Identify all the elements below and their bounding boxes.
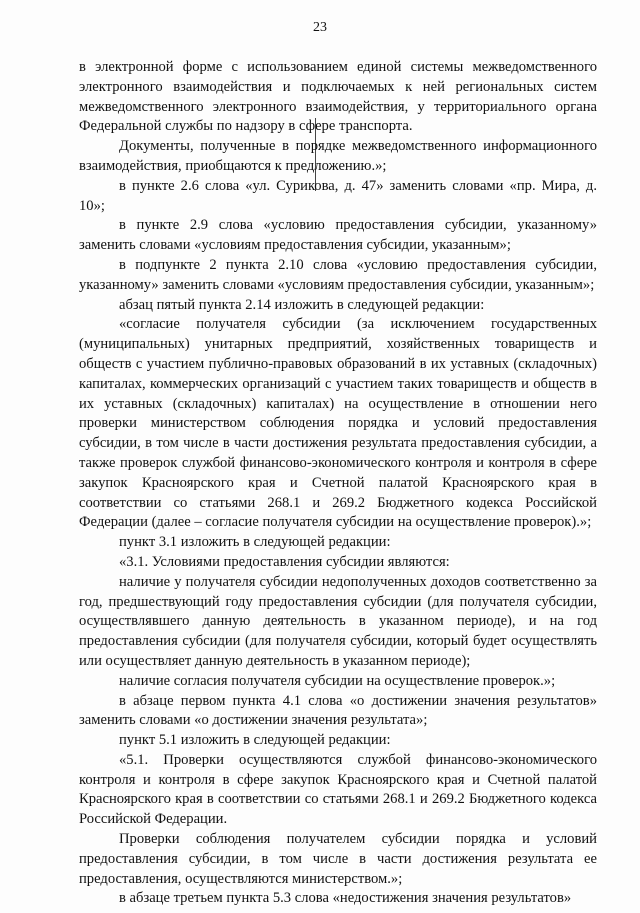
document-body — [79, 58, 597, 909]
paragraph: в абзаце третьем пункта 5.3 слова «недостижения значения результатов» — [119, 890, 572, 907]
paragraph: пункт 3.1 изложить в следующей редакции: — [119, 534, 391, 551]
paragraph: абзац пятый пункта 2.14 изложить в следующей редакции: — [119, 296, 485, 313]
paragraph: в электронной форме с использованием единой системы межведомственного электронного взаимодействия и подключаемых к ней региональных систем межведомственного электронного взаимодействия, у территориального органа Федеральной службы по надзору в сфере транспорта. — [79, 59, 597, 135]
paragraph: наличие согласия получателя субсидии на осуществление проверок.»; — [119, 672, 556, 689]
paragraph: в подпункте 2 пункта 2.10 слова «условию предоставления субсидии, указанному» заменить словами «условиям предоставления субсидии, указанным»; — [79, 256, 597, 293]
paragraph: «согласие получателя субсидии (за исключением государственных (муниципальных) унитарных предприятий, хозяйственных товариществ и обществ с участием публично-правовых образований в их уставных (складочных) капиталах, коммерческих организаций с участием таких товариществ и обществ в их уставных (складочных) капиталах) на осуществление в отношении него проверки министерством соблюдения порядка и условий предоставления субсидии, в том числе в части достижения результата предоставления субсидии, а также проверок службой финансово-экономического контроля и контроля в сфере закупок Красноярского края и Счетной палатой Красноярского края в соответствии со статьями 268.1 и 269.2 Бюджетного кодекса Российской Федерации (далее – согласие получателя субсидии на осуществление проверок).»; — [79, 316, 597, 531]
paragraph: в абзаце первом пункта 4.1 слова «о достижении значения результатов» заменить словами «о достижении значения результата»; — [79, 692, 597, 729]
paragraph: наличие у получателя субсидии недополученных доходов соответственно за год, предшествующий году предоставления субсидии (для получателя субсидии, осуществлявшего данную деятельность в указанном периоде), и на год предоставления субсидии (для получателя субсидии, который будет осуществлять или осуществляет данную деятельность в указанном периоде); — [79, 573, 597, 669]
paragraph: в пункте 2.9 слова «условию предоставления субсидии, указанному» заменить словами «условиям предоставления субсидии, указанным»; — [79, 217, 597, 254]
page-number: 23 — [313, 20, 327, 35]
paragraph: «3.1. Условиями предоставления субсидии являются: — [119, 553, 450, 570]
paragraph: в пункте 2.6 слова «ул. Сурикова, д. 47» заменить словами «пр. Мира, д. 10»; — [79, 177, 597, 214]
paragraph: Документы, полученные в порядке межведомственного информационного взаимодействия, приобщаются к предложению.»; — [79, 138, 597, 174]
paragraph: «5.1. Проверки осуществляются службой финансово-экономического контроля и контроля в сфере закупок Красноярского края и Счетной палатой Красноярского края в соответствии со статьями 268.1 и 269.2 Бюджетного кодекса Российской Федерации. — [79, 751, 597, 828]
paragraph: пункт 5.1 изложить в следующей редакции: — [119, 732, 391, 749]
paragraph: Проверки соблюдения получателем субсидии порядка и условий предоставления субсидии, в том числе в части достижения результата ее предоставления, осуществляются министерством.»; — [79, 831, 597, 887]
